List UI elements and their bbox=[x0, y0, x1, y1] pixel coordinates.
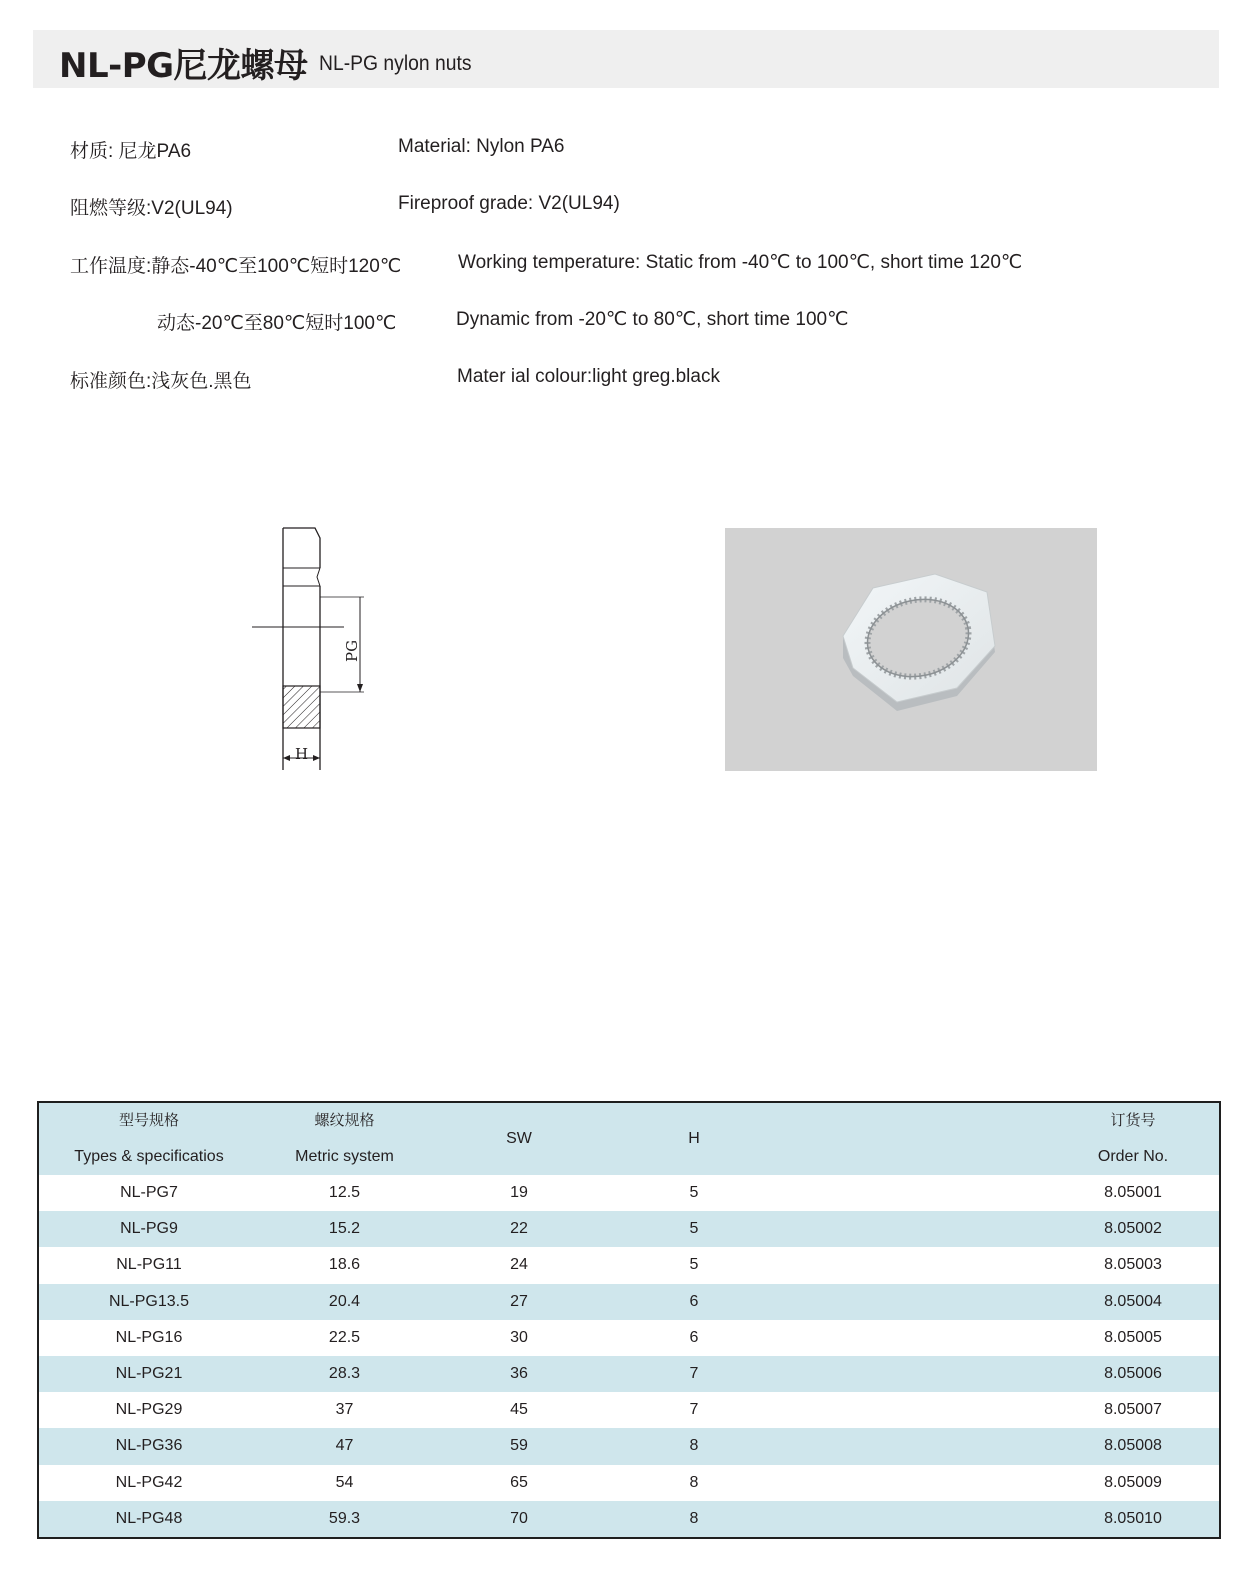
header-empty bbox=[780, 1103, 1047, 1175]
table-row bbox=[39, 1501, 1219, 1537]
pg-dimension-label: PG bbox=[343, 639, 361, 662]
cell-metric: 18.6 bbox=[328, 1256, 361, 1274]
cell-sw: 19 bbox=[510, 1184, 528, 1202]
spec-dynamic-en: Dynamic from -20℃ to 80℃, short time 100℃ bbox=[456, 309, 849, 330]
spec-dynamic-cn: 动态-20℃至80℃短时100℃ bbox=[157, 313, 397, 334]
table-header-row bbox=[39, 1103, 1219, 1175]
page-subtitle: NL-PG nylon nuts bbox=[319, 52, 472, 75]
cell-empty bbox=[780, 1284, 1047, 1320]
header-order-cn: 订货号 bbox=[1110, 1112, 1156, 1129]
table-row bbox=[39, 1284, 1219, 1320]
title-bar bbox=[33, 30, 1219, 88]
specifications-table bbox=[37, 1101, 1221, 1539]
spec-colour-en: Mater ial colour:light greg.black bbox=[457, 366, 720, 387]
spec-colour-cn: 标准颜色:浅灰色.黑色 bbox=[70, 371, 252, 392]
header-types bbox=[39, 1103, 259, 1175]
cell-type: NL-PG36 bbox=[115, 1437, 183, 1455]
table-row bbox=[39, 1175, 1219, 1211]
cell-h: 5 bbox=[689, 1256, 699, 1274]
cell-order: 8.05008 bbox=[1104, 1437, 1162, 1455]
header-order-en: Order No. bbox=[1097, 1148, 1169, 1165]
spec-temp-cn: 工作温度:静态-40℃至100℃短时120℃ bbox=[70, 256, 402, 277]
cell-empty bbox=[780, 1428, 1047, 1464]
cell-h: 8 bbox=[689, 1437, 699, 1455]
header-sw: SW bbox=[506, 1130, 532, 1147]
cell-order: 8.05002 bbox=[1104, 1220, 1162, 1238]
header-types-cn: 型号规格 bbox=[118, 1112, 179, 1129]
cell-h: 5 bbox=[689, 1184, 699, 1202]
cell-metric: 12.5 bbox=[328, 1184, 361, 1202]
cell-type: NL-PG11 bbox=[116, 1256, 182, 1274]
table-row bbox=[39, 1392, 1219, 1428]
cell-type: NL-PG13.5 bbox=[108, 1292, 190, 1310]
header-order bbox=[1047, 1103, 1219, 1175]
header-types-en: Types & specificatios bbox=[74, 1148, 224, 1165]
cell-metric: 15.2 bbox=[328, 1220, 361, 1238]
cell-sw: 22 bbox=[510, 1220, 528, 1238]
cell-sw: 70 bbox=[510, 1509, 528, 1527]
cell-order: 8.05009 bbox=[1104, 1473, 1162, 1491]
cell-sw: 27 bbox=[510, 1292, 528, 1310]
cell-type: NL-PG21 bbox=[115, 1365, 183, 1383]
header-metric bbox=[259, 1103, 430, 1175]
cell-order: 8.05006 bbox=[1104, 1365, 1162, 1383]
h-dimension-label: H bbox=[295, 745, 309, 763]
table-row bbox=[39, 1211, 1219, 1247]
cell-order: 8.05007 bbox=[1104, 1401, 1162, 1419]
cell-empty bbox=[780, 1247, 1047, 1283]
header-metric-en: Metric system bbox=[295, 1148, 394, 1165]
cell-sw: 45 bbox=[510, 1401, 528, 1419]
cell-sw: 30 bbox=[510, 1328, 528, 1346]
cell-empty bbox=[780, 1501, 1047, 1537]
cell-sw: 24 bbox=[510, 1256, 528, 1274]
cell-empty bbox=[780, 1211, 1047, 1247]
cell-empty bbox=[780, 1356, 1047, 1392]
nylon-nut-image bbox=[725, 528, 1097, 771]
cell-order: 8.05003 bbox=[1104, 1256, 1162, 1274]
table-row bbox=[39, 1247, 1219, 1283]
spec-material-en: Material: Nylon PA6 bbox=[398, 136, 565, 157]
cell-empty bbox=[780, 1175, 1047, 1211]
cell-metric: 59.3 bbox=[328, 1509, 361, 1527]
cell-type: NL-PG42 bbox=[115, 1473, 183, 1491]
cell-type: NL-PG29 bbox=[115, 1401, 183, 1419]
table-row bbox=[39, 1465, 1219, 1501]
table-row bbox=[39, 1356, 1219, 1392]
cell-metric: 54 bbox=[335, 1473, 354, 1491]
table-row bbox=[39, 1320, 1219, 1356]
product-photo bbox=[725, 528, 1097, 771]
spec-fire-en: Fireproof grade: V2(UL94) bbox=[398, 193, 620, 214]
cell-h: 8 bbox=[689, 1509, 699, 1527]
cell-h: 8 bbox=[689, 1473, 699, 1491]
cell-metric: 28.3 bbox=[328, 1365, 361, 1383]
cell-sw: 65 bbox=[510, 1473, 528, 1491]
cell-order: 8.05010 bbox=[1104, 1509, 1162, 1527]
cell-h: 5 bbox=[689, 1220, 699, 1238]
cell-type: NL-PG7 bbox=[120, 1184, 178, 1202]
spec-temp-en: Working temperature: Static from -40℃ to 100℃, short time 120℃ bbox=[458, 252, 1023, 273]
cell-sw: 59 bbox=[510, 1437, 528, 1455]
cell-metric: 47 bbox=[335, 1437, 354, 1455]
cell-type: NL-PG9 bbox=[120, 1220, 178, 1238]
cell-h: 6 bbox=[689, 1328, 699, 1346]
header-metric-cn: 螺纹规格 bbox=[314, 1112, 375, 1129]
table-row bbox=[39, 1428, 1219, 1464]
cell-h: 6 bbox=[689, 1292, 699, 1310]
cell-h: 7 bbox=[689, 1365, 699, 1383]
cell-metric: 37 bbox=[335, 1401, 354, 1419]
cell-empty bbox=[780, 1320, 1047, 1356]
cell-order: 8.05001 bbox=[1104, 1184, 1162, 1202]
cell-order: 8.05005 bbox=[1104, 1328, 1162, 1346]
cell-type: NL-PG48 bbox=[115, 1509, 183, 1527]
cell-metric: 20.4 bbox=[328, 1292, 361, 1310]
cell-h: 7 bbox=[689, 1401, 699, 1419]
cell-metric: 22.5 bbox=[328, 1328, 361, 1346]
nut-cross-section-drawing bbox=[240, 520, 380, 780]
page-title: NL-PG尼龙螺母 bbox=[59, 46, 308, 86]
cell-sw: 36 bbox=[510, 1365, 528, 1383]
cell-type: NL-PG16 bbox=[115, 1328, 183, 1346]
spec-fire-cn: 阻燃等级:V2(UL94) bbox=[70, 198, 233, 219]
spec-material-cn: 材质: 尼龙PA6 bbox=[70, 141, 192, 162]
cell-empty bbox=[780, 1465, 1047, 1501]
cell-order: 8.05004 bbox=[1104, 1292, 1162, 1310]
header-h: H bbox=[688, 1130, 700, 1147]
cell-empty bbox=[780, 1392, 1047, 1428]
